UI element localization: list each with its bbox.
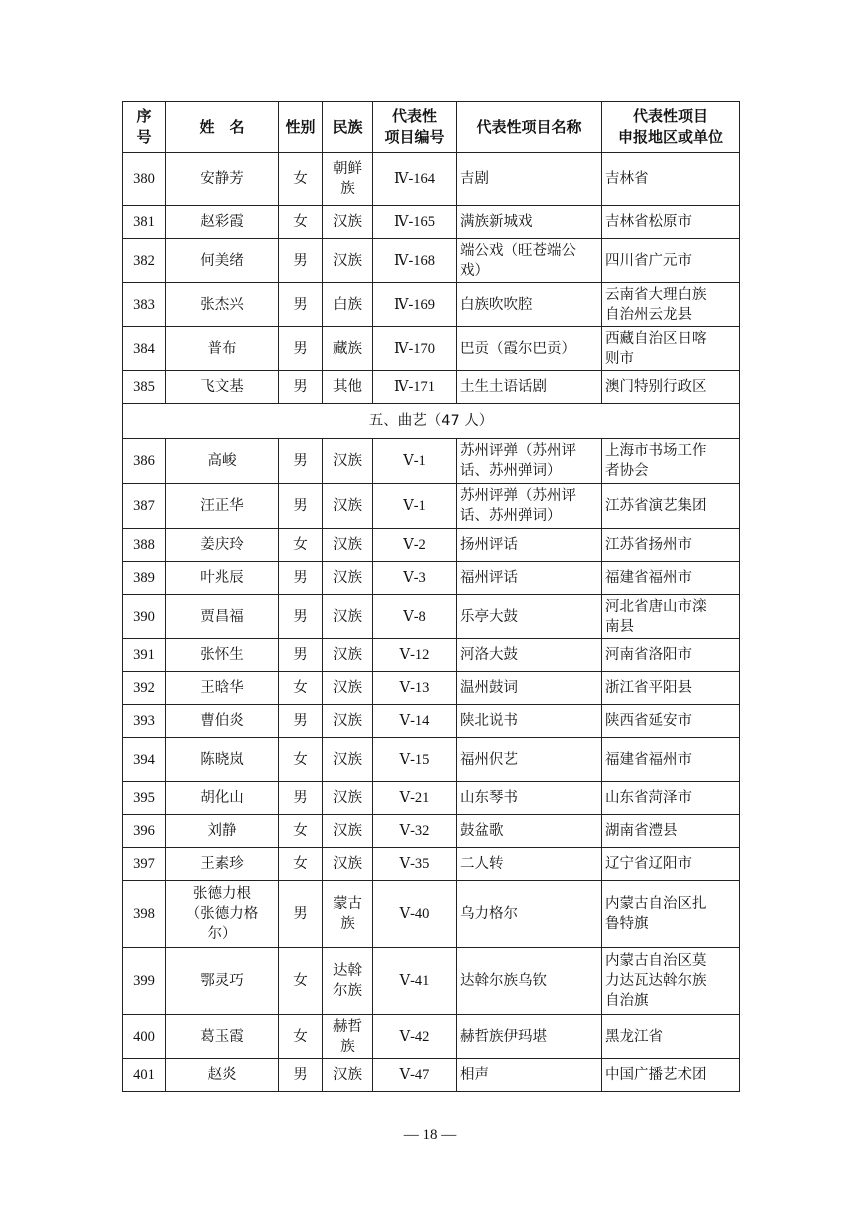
table-row [123, 371, 740, 404]
item-name-cell: 苏州评弹（苏州评 话、苏州弹词） [457, 439, 602, 484]
region-cell: 福建省福州市 [602, 738, 740, 782]
gender-cell: 男 [279, 371, 323, 404]
name-cell: 高峻 [166, 439, 279, 484]
item-code-cell: Ⅴ-41 [373, 948, 457, 1015]
gender-cell: 男 [279, 439, 323, 484]
serial-number-cell: 390 [123, 595, 166, 639]
section-title: 五、曲艺（47 人） [123, 404, 740, 439]
table-row [123, 672, 740, 705]
page-number: — 18 — [403, 1127, 457, 1143]
name-cell: 叶兆辰 [166, 562, 279, 595]
table-row [123, 1059, 740, 1092]
region-cell: 辽宁省辽阳市 [602, 848, 740, 881]
item-code-cell: Ⅴ-21 [373, 782, 457, 815]
ethnicity-cell: 汉族 [323, 848, 373, 881]
serial-number-cell: 391 [123, 639, 166, 672]
ethnicity-cell: 汉族 [323, 239, 373, 283]
region-cell: 四川省广元市 [602, 239, 740, 283]
item-name-cell: 鼓盆歌 [457, 815, 602, 848]
serial-number-cell: 380 [123, 153, 166, 206]
serial-number-cell: 384 [123, 327, 166, 371]
item-name-cell: 山东琴书 [457, 782, 602, 815]
name-cell: 张杰兴 [166, 283, 279, 327]
ethnicity-cell: 蒙古 族 [323, 881, 373, 948]
ethnicity-cell: 汉族 [323, 1059, 373, 1092]
item-code-cell: Ⅴ-15 [373, 738, 457, 782]
item-code-cell: Ⅴ-35 [373, 848, 457, 881]
gender-cell: 男 [279, 283, 323, 327]
name-cell: 张怀生 [166, 639, 279, 672]
item-code-cell: Ⅴ-42 [373, 1015, 457, 1059]
item-name-cell: 巴贡（霞尔巴贡） [457, 327, 602, 371]
region-cell: 内蒙古自治区莫 力达瓦达斡尔族 自治旗 [602, 948, 740, 1015]
name-cell: 汪正华 [166, 484, 279, 529]
serial-number-cell: 382 [123, 239, 166, 283]
serial-number-cell: 395 [123, 782, 166, 815]
serial-number-cell: 386 [123, 439, 166, 484]
name-cell: 鄂灵巧 [166, 948, 279, 1015]
serial-number-cell: 397 [123, 848, 166, 881]
serial-number-cell: 396 [123, 815, 166, 848]
item-code-cell: Ⅴ-12 [373, 639, 457, 672]
region-cell: 吉林省 [602, 153, 740, 206]
item-code-cell: Ⅴ-32 [373, 815, 457, 848]
name-cell: 王晗华 [166, 672, 279, 705]
table-row [123, 738, 740, 782]
table-row [123, 562, 740, 595]
item-name-cell: 乐亭大鼓 [457, 595, 602, 639]
header-serial-number: 序 号 [123, 102, 166, 153]
header-region: 代表性项目 申报地区或单位 [602, 102, 740, 153]
table-row [123, 782, 740, 815]
item-code-cell: Ⅳ-168 [373, 239, 457, 283]
item-name-cell: 相声 [457, 1059, 602, 1092]
gender-cell: 女 [279, 529, 323, 562]
ethnicity-cell: 汉族 [323, 815, 373, 848]
name-cell: 张德力根 （张德力格 尔） [166, 881, 279, 948]
ethnicity-cell: 汉族 [323, 639, 373, 672]
serial-number-cell: 401 [123, 1059, 166, 1092]
item-name-cell: 达斡尔族乌钦 [457, 948, 602, 1015]
serial-number-cell: 393 [123, 705, 166, 738]
ethnicity-cell: 汉族 [323, 562, 373, 595]
table-row [123, 439, 740, 484]
name-cell: 曹伯炎 [166, 705, 279, 738]
region-cell: 福建省福州市 [602, 562, 740, 595]
serial-number-cell: 387 [123, 484, 166, 529]
gender-cell: 女 [279, 738, 323, 782]
ethnicity-cell: 汉族 [323, 206, 373, 239]
item-name-cell: 福州评话 [457, 562, 602, 595]
item-code-cell: Ⅴ-13 [373, 672, 457, 705]
table-row [123, 848, 740, 881]
name-cell: 赵彩霞 [166, 206, 279, 239]
gender-cell: 女 [279, 672, 323, 705]
ethnicity-cell: 其他 [323, 371, 373, 404]
item-code-cell: Ⅴ-14 [373, 705, 457, 738]
item-name-cell: 二人转 [457, 848, 602, 881]
serial-number-cell: 394 [123, 738, 166, 782]
name-cell: 王素珍 [166, 848, 279, 881]
table-row [123, 948, 740, 1015]
item-name-cell: 端公戏（旺苍端公 戏） [457, 239, 602, 283]
gender-cell: 男 [279, 639, 323, 672]
table-row [123, 206, 740, 239]
serial-number-cell: 385 [123, 371, 166, 404]
region-cell: 江苏省扬州市 [602, 529, 740, 562]
table-row [123, 595, 740, 639]
section-row [123, 404, 740, 439]
name-cell: 贾昌福 [166, 595, 279, 639]
gender-cell: 男 [279, 239, 323, 283]
gender-cell: 女 [279, 1015, 323, 1059]
gender-cell: 男 [279, 327, 323, 371]
item-name-cell: 陕北说书 [457, 705, 602, 738]
table-row [123, 529, 740, 562]
ethnicity-cell: 达斡 尔族 [323, 948, 373, 1015]
item-name-cell: 乌力格尔 [457, 881, 602, 948]
item-code-cell: Ⅳ-169 [373, 283, 457, 327]
ethnicity-cell: 汉族 [323, 529, 373, 562]
gender-cell: 男 [279, 1059, 323, 1092]
serial-number-cell: 392 [123, 672, 166, 705]
gender-cell: 男 [279, 705, 323, 738]
serial-number-cell: 400 [123, 1015, 166, 1059]
item-name-cell: 温州鼓词 [457, 672, 602, 705]
ethnicity-cell: 汉族 [323, 484, 373, 529]
ethnicity-cell: 汉族 [323, 595, 373, 639]
table-row [123, 153, 740, 206]
ethnicity-cell: 汉族 [323, 782, 373, 815]
name-cell: 陈晓岚 [166, 738, 279, 782]
item-name-cell: 河洛大鼓 [457, 639, 602, 672]
name-cell: 飞文基 [166, 371, 279, 404]
item-code-cell: Ⅳ-170 [373, 327, 457, 371]
item-code-cell: Ⅴ-40 [373, 881, 457, 948]
region-cell: 澳门特别行政区 [602, 371, 740, 404]
gender-cell: 男 [279, 484, 323, 529]
serial-number-cell: 381 [123, 206, 166, 239]
item-code-cell: Ⅴ-1 [373, 439, 457, 484]
serial-number-cell: 388 [123, 529, 166, 562]
ethnicity-cell: 朝鲜 族 [323, 153, 373, 206]
ethnicity-cell: 汉族 [323, 705, 373, 738]
region-cell: 中国广播艺术团 [602, 1059, 740, 1092]
name-cell: 葛玉霞 [166, 1015, 279, 1059]
item-code-cell: Ⅴ-1 [373, 484, 457, 529]
item-code-cell: Ⅳ-164 [373, 153, 457, 206]
header-gender: 性别 [279, 102, 323, 153]
region-cell: 河北省唐山市滦 南县 [602, 595, 740, 639]
ethnicity-cell: 赫哲 族 [323, 1015, 373, 1059]
serial-number-cell: 399 [123, 948, 166, 1015]
header-item-code: 代表性 项目编号 [373, 102, 457, 153]
ethnicity-cell: 白族 [323, 283, 373, 327]
table-row [123, 815, 740, 848]
item-name-cell: 土生土语话剧 [457, 371, 602, 404]
gender-cell: 男 [279, 562, 323, 595]
region-cell: 云南省大理白族 自治州云龙县 [602, 283, 740, 327]
item-name-cell: 扬州评话 [457, 529, 602, 562]
region-cell: 黑龙江省 [602, 1015, 740, 1059]
region-cell: 湖南省澧县 [602, 815, 740, 848]
serial-number-cell: 383 [123, 283, 166, 327]
table-row [123, 705, 740, 738]
item-code-cell: Ⅴ-47 [373, 1059, 457, 1092]
region-cell: 山东省菏泽市 [602, 782, 740, 815]
region-cell: 浙江省平阳县 [602, 672, 740, 705]
table-row [123, 1015, 740, 1059]
gender-cell: 女 [279, 815, 323, 848]
gender-cell: 男 [279, 782, 323, 815]
gender-cell: 男 [279, 595, 323, 639]
gender-cell: 女 [279, 206, 323, 239]
table-row [123, 283, 740, 327]
item-code-cell: Ⅳ-171 [373, 371, 457, 404]
ethnicity-cell: 汉族 [323, 439, 373, 484]
item-name-cell: 满族新城戏 [457, 206, 602, 239]
table-header-row [123, 102, 740, 153]
table-row [123, 639, 740, 672]
region-cell: 西藏自治区日喀 则市 [602, 327, 740, 371]
gender-cell: 女 [279, 848, 323, 881]
name-cell: 安静芳 [166, 153, 279, 206]
name-cell: 刘静 [166, 815, 279, 848]
table-row [123, 239, 740, 283]
item-name-cell: 苏州评弹（苏州评 话、苏州弹词） [457, 484, 602, 529]
heritage-inheritors-table [122, 101, 740, 1092]
region-cell: 陕西省延安市 [602, 705, 740, 738]
name-cell: 赵炎 [166, 1059, 279, 1092]
item-code-cell: Ⅴ-8 [373, 595, 457, 639]
item-code-cell: Ⅴ-3 [373, 562, 457, 595]
gender-cell: 女 [279, 153, 323, 206]
header-name: 姓 名 [166, 102, 279, 153]
serial-number-cell: 389 [123, 562, 166, 595]
gender-cell: 女 [279, 948, 323, 1015]
region-cell: 吉林省松原市 [602, 206, 740, 239]
ethnicity-cell: 藏族 [323, 327, 373, 371]
header-item-name: 代表性项目名称 [457, 102, 602, 153]
item-code-cell: Ⅳ-165 [373, 206, 457, 239]
region-cell: 江苏省演艺集团 [602, 484, 740, 529]
name-cell: 普布 [166, 327, 279, 371]
ethnicity-cell: 汉族 [323, 672, 373, 705]
table-row [123, 327, 740, 371]
table-row [123, 881, 740, 948]
item-code-cell: Ⅴ-2 [373, 529, 457, 562]
name-cell: 姜庆玲 [166, 529, 279, 562]
region-cell: 上海市书场工作 者协会 [602, 439, 740, 484]
header-ethnicity: 民族 [323, 102, 373, 153]
table-row [123, 484, 740, 529]
item-name-cell: 白族吹吹腔 [457, 283, 602, 327]
ethnicity-cell: 汉族 [323, 738, 373, 782]
item-name-cell: 吉剧 [457, 153, 602, 206]
item-name-cell: 赫哲族伊玛堪 [457, 1015, 602, 1059]
serial-number-cell: 398 [123, 881, 166, 948]
gender-cell: 男 [279, 881, 323, 948]
name-cell: 胡化山 [166, 782, 279, 815]
region-cell: 内蒙古自治区扎 鲁特旗 [602, 881, 740, 948]
region-cell: 河南省洛阳市 [602, 639, 740, 672]
name-cell: 何美绪 [166, 239, 279, 283]
item-name-cell: 福州伬艺 [457, 738, 602, 782]
